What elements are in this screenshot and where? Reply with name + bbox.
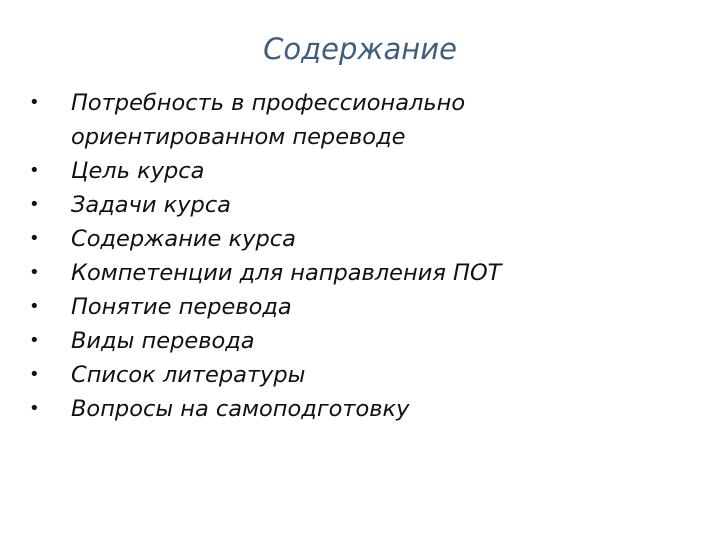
list-item-label: Список литературы bbox=[71, 362, 306, 388]
bullet-icon: • bbox=[29, 330, 40, 351]
bullet-icon: • bbox=[29, 398, 40, 419]
list-item bbox=[25, 154, 705, 188]
list-item-label: Потребность в профессионально ориентированном переводе bbox=[71, 90, 466, 150]
slide-title bbox=[0, 32, 720, 66]
slide-title-text: Содержание bbox=[263, 32, 457, 66]
list-item-label: Задачи курса bbox=[71, 192, 231, 218]
list-item-label: Виды перевода bbox=[71, 328, 255, 354]
list-item-label: Компетенции для направления ПОТ bbox=[71, 260, 502, 286]
bullet-icon: • bbox=[29, 92, 40, 113]
list-item-label: Вопросы на самоподготовку bbox=[71, 396, 410, 422]
list-item bbox=[25, 290, 705, 324]
list-item bbox=[25, 86, 705, 154]
list-item bbox=[25, 256, 705, 290]
bullet-icon: • bbox=[29, 262, 40, 283]
list-item bbox=[25, 358, 705, 392]
list-item bbox=[25, 392, 705, 426]
list-item-label: Цель курса bbox=[71, 158, 205, 184]
bullet-icon: • bbox=[29, 364, 40, 385]
bullet-icon: • bbox=[29, 194, 40, 215]
list-item bbox=[25, 188, 705, 222]
bullet-icon: • bbox=[29, 160, 40, 181]
list-item bbox=[25, 324, 705, 358]
bullet-icon: • bbox=[29, 296, 40, 317]
contents-list bbox=[25, 86, 705, 426]
list-item-label: Понятие перевода bbox=[71, 294, 292, 320]
list-item bbox=[25, 222, 705, 256]
list-item-label: Содержание курса bbox=[71, 226, 296, 252]
bullet-icon: • bbox=[29, 228, 40, 249]
